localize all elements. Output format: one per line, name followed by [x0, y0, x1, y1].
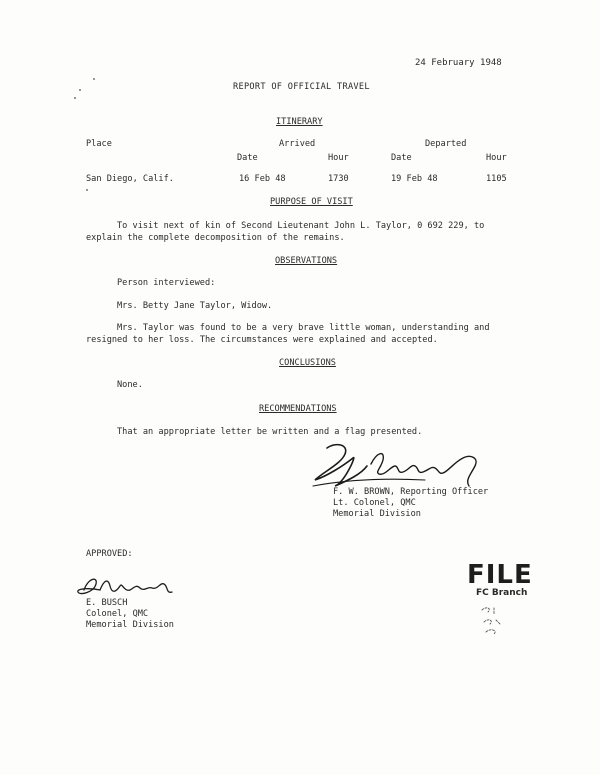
conclusions-line: None. — [117, 380, 143, 390]
col-place: Place — [86, 139, 112, 149]
approver-division: Memorial Division — [86, 620, 174, 630]
purpose-line: explain the complete decomposition of the remains. — [86, 233, 345, 243]
itinerary-place: San Diego, Calif. — [86, 174, 174, 184]
approved-label: APPROVED: — [86, 549, 133, 559]
recommendations-line: That an appropriate letter be written and a flag presented. — [117, 427, 423, 437]
conclusions-heading: CONCLUSIONS — [279, 358, 336, 368]
approver-rank: Colonel, QMC — [86, 609, 149, 619]
observations-line: Mrs. Taylor was found to be a very brave little woman, understanding and — [117, 323, 490, 333]
itinerary-heading: ITINERARY — [276, 117, 323, 127]
purpose-heading: PURPOSE OF VISIT — [270, 197, 353, 207]
itinerary-arrived-hour: 1730 — [328, 174, 349, 184]
itinerary-departed-hour: 1105 — [486, 174, 507, 184]
file-stamp: FILE — [467, 560, 533, 590]
signer-rank: Lt. Colonel, QMC — [333, 498, 416, 508]
col-departed-date: Date — [391, 153, 412, 163]
observations-line: Mrs. Betty Jane Taylor, Widow. — [117, 301, 273, 311]
stamp-handwritten-marks — [478, 602, 518, 638]
col-arrived: Arrived — [279, 139, 316, 149]
itinerary-arrived-date: 16 Feb 48 — [239, 174, 286, 184]
file-stamp-branch: FC Branch — [476, 588, 528, 598]
approver-name: E. BUSCH — [86, 598, 128, 608]
col-departed-hour: Hour — [486, 153, 507, 163]
recommendations-heading: RECOMMENDATIONS — [259, 404, 337, 414]
purpose-line: To visit next of kin of Second Lieutenant John L. Taylor, 0 692 229, to — [117, 221, 485, 231]
report-title: REPORT OF OFFICIAL TRAVEL — [233, 82, 370, 92]
col-departed: Departed — [425, 139, 467, 149]
col-arrived-hour: Hour — [328, 153, 349, 163]
observations-line: Person interviewed: — [117, 278, 216, 288]
report-date: 24 February 1948 — [415, 58, 502, 68]
col-arrived-date: Date — [237, 153, 258, 163]
itinerary-departed-date: 19 Feb 48 — [391, 174, 438, 184]
signer-division: Memorial Division — [333, 509, 421, 519]
signer-name: F. W. BROWN, Reporting Officer — [333, 487, 489, 497]
observations-line: resigned to her loss. The circumstances were explained and accepted. — [86, 335, 438, 345]
observations-heading: OBSERVATIONS — [275, 256, 338, 266]
